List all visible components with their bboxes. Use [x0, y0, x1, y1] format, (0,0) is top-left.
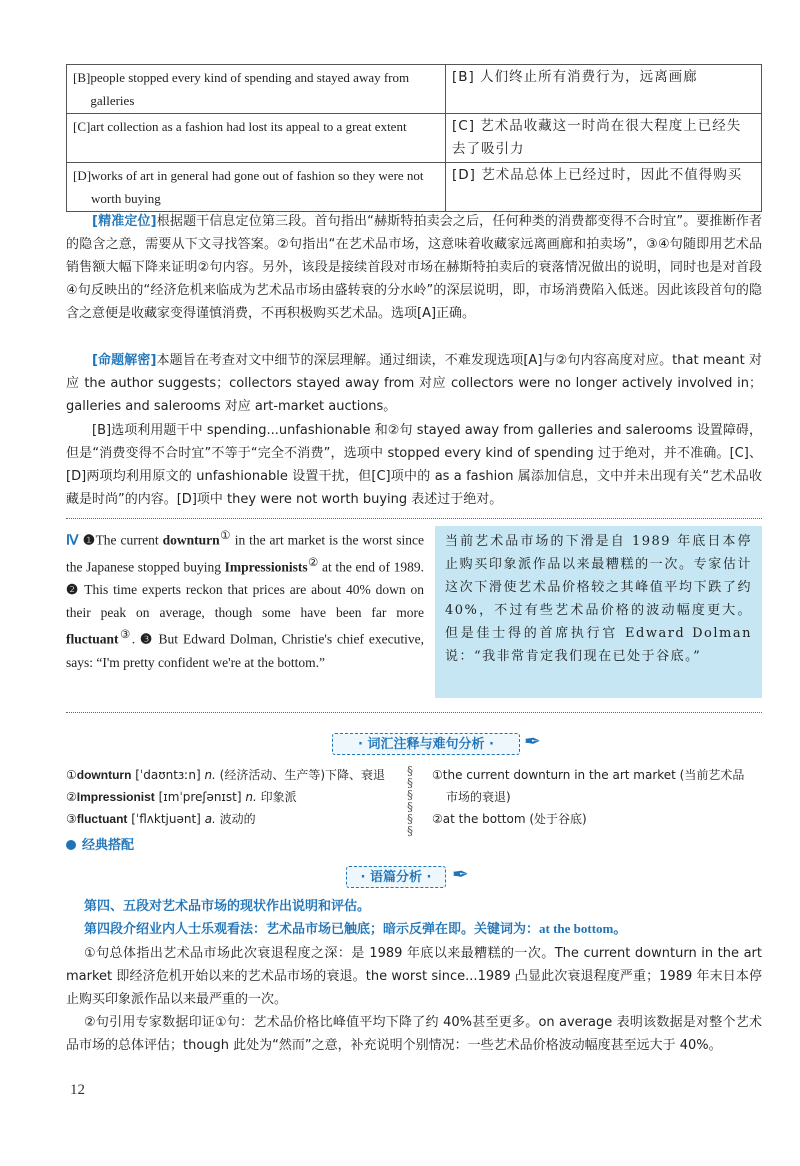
- vocab-item: ②Impressionist [ɪmˈpreʃənɪst] n. 印象派: [66, 790, 297, 804]
- option-chinese: [C] 艺术品收藏这一时尚在很大程度上已经失去了吸引力: [446, 114, 762, 163]
- decode-paragraph: [66, 349, 762, 418]
- decode-text-2: [B]选项利用题干中 spending...unfashionable 和②句 stayed away from galleries and salerooms 设置障碍，但是“消费变得不合时宜”不等于“完全不消费”，选项中 stopped every kind of spending 过于绝对，并不准确。[C]、[D]两项均利用原文的 unfashionable 设置干扰，但[C]项中的 as a fashion 属添加信息，文中并未出现有关“艺术品收藏是时尚”的内容。[D]项中 they were not worth buying 表述过于绝对。: [66, 423, 762, 507]
- option-english: people stopped every kind of spending and stayed away from galleries: [90, 70, 410, 108]
- section-numeral: Ⅳ: [66, 532, 79, 548]
- options-table: [66, 64, 762, 212]
- discourse-head-1: 第四、五段对艺术品市场的现状作出说明和评估。: [84, 899, 371, 914]
- option-row-b: [67, 65, 762, 114]
- decode-tag: [命题解密]: [92, 353, 157, 368]
- option-label: [C]: [73, 119, 91, 134]
- vocab-list: [66, 764, 396, 830]
- option-english: works of art in general had gone out of fashion so they were not worth buying: [91, 168, 424, 206]
- dotted-divider: [66, 518, 762, 519]
- option-row-d: [67, 163, 762, 212]
- option-chinese: [B] 人们终止所有消费行为，远离画廊: [446, 65, 762, 114]
- option-english: art collection as a fashion had lost its appeal to a great extent: [90, 119, 407, 134]
- phrase-item: ②at the bottom (处于谷底): [432, 812, 587, 826]
- decode-text-1: 本题旨在考查对文中细节的深层理解。通过细读，不难发现选项[A]与②句内容高度对应。that meant 对应 the author suggests；collectors stayed away from 对应 collectors were no longer actively involved in；galleries and salerooms 对应 art-market auctions。: [66, 353, 762, 414]
- quill-icon: ✒: [452, 862, 469, 886]
- phrase-item-cont: 市场的衰退): [446, 790, 511, 804]
- locate-paragraph: [66, 210, 762, 325]
- locate-text: 根据题干信息定位第三段。首句指出“赫斯特拍卖会之后，任何种类的消费都变得不合时宜”。要推断作者的隐含之意，需要从下文寻找答案。②句指出“在艺术品市场，这意味着收藏家远离画廊和拍卖场”，③④句随即用艺术品销售额大幅下降来证明②句内容。另外，该段是接续首段对市场在赫斯特拍卖后的衰落情况做出的说明，同时也是对首段④句反映出的“经济危机来临成为艺术品市场由盛转衰的分水岭”的深层说明，即，市场消费陷入低迷。因此该段首句的隐含之意便是收藏家变得谨慎消费，不再积极购买艺术品。选项[A]正确。: [66, 214, 762, 321]
- dotted-divider: [66, 712, 762, 713]
- keyword-downturn: downturn: [162, 532, 220, 548]
- option-label: [B]: [73, 70, 91, 85]
- section-iv-text: Ⅳ ❶The current downturn① in the art market is the worst since the Japanese stopped buying Impressionists② at the end of 1989. ❷ This time experts reckon that prices are about 40% down on their peak on average, though some have been far more fluctuant③. ❸ But Edward Dolman, Christie's chief executive, says: “I'm pretty confident we're at the bottom.”: [66, 530, 424, 670]
- keyword-fluctuant: fluctuant: [66, 631, 119, 647]
- keyword-impressionists: Impressionists: [224, 559, 308, 574]
- option-label: [D]: [73, 168, 92, 183]
- collocation-label: 经典搭配: [66, 834, 134, 853]
- discourse-paragraph-2: ②句引用专家数据印证①句：艺术品价格比峰值平均下降了约 40%甚至更多。on average 表明该数据是对整个艺术品市场的总体评估；though 此处为“然而”之意，补充说明个别情况：一些艺术品价格波动幅度甚至远大于 40%。: [66, 1015, 762, 1053]
- discourse-paragraph-1: ①句总体指出艺术品市场此次衰退程度之深：是 1989 年底以来最糟糕的一次。The current downturn in the art market 即经济危机开始以来的艺术品市场的衰退。the worst since...1989 凸显此次衰退程度严重；1989 年末日本停止购买印象派作品以来最严重的一次。: [66, 946, 762, 1007]
- decode-paragraph-2: [66, 419, 762, 511]
- quill-icon: ✒: [524, 729, 541, 753]
- option-row-c: [67, 114, 762, 163]
- discourse-head-2: 第四段介绍业内人士乐观看法：艺术品市场已触底；暗示反弹在即。关键词为：at the bottom。: [84, 921, 627, 937]
- vocab-item: ③fluctuant [ˈflʌktjuənt] a. 波动的: [66, 812, 256, 826]
- phrase-item: ①the current downturn in the art market (当前艺术品: [432, 768, 745, 782]
- page-number: 12: [70, 1082, 85, 1098]
- translation-box: 当前艺术品市场的下滑是自 1989 年底日本停止购买印象派作品以来最糟糕的一次。专家估计这次下滑使艺术品价格较之其峰值平均下跌了约 40%，不过有些艺术品价格的波动幅度更大。但是佳士得的首席执行官 Edward Dolman 说：“我非常肯定我们现在已处于谷底。”: [435, 526, 762, 698]
- locate-tag: [精准定位]: [92, 214, 157, 229]
- option-chinese: [D] 艺术品总体上已经过时，因此不值得购买: [446, 163, 762, 212]
- bullet-icon: [66, 840, 76, 850]
- vocab-header: · 词汇注释与难句分析 ·: [332, 733, 520, 755]
- vocab-item: ①downturn [ˈdaʊntɜːn] n. (经济活动、生产等)下降、衰退: [66, 768, 386, 782]
- wavy-divider: § § § § § §: [407, 764, 413, 838]
- phrase-list: [432, 764, 762, 830]
- discourse-header: · 语篇分析 ·: [346, 866, 446, 888]
